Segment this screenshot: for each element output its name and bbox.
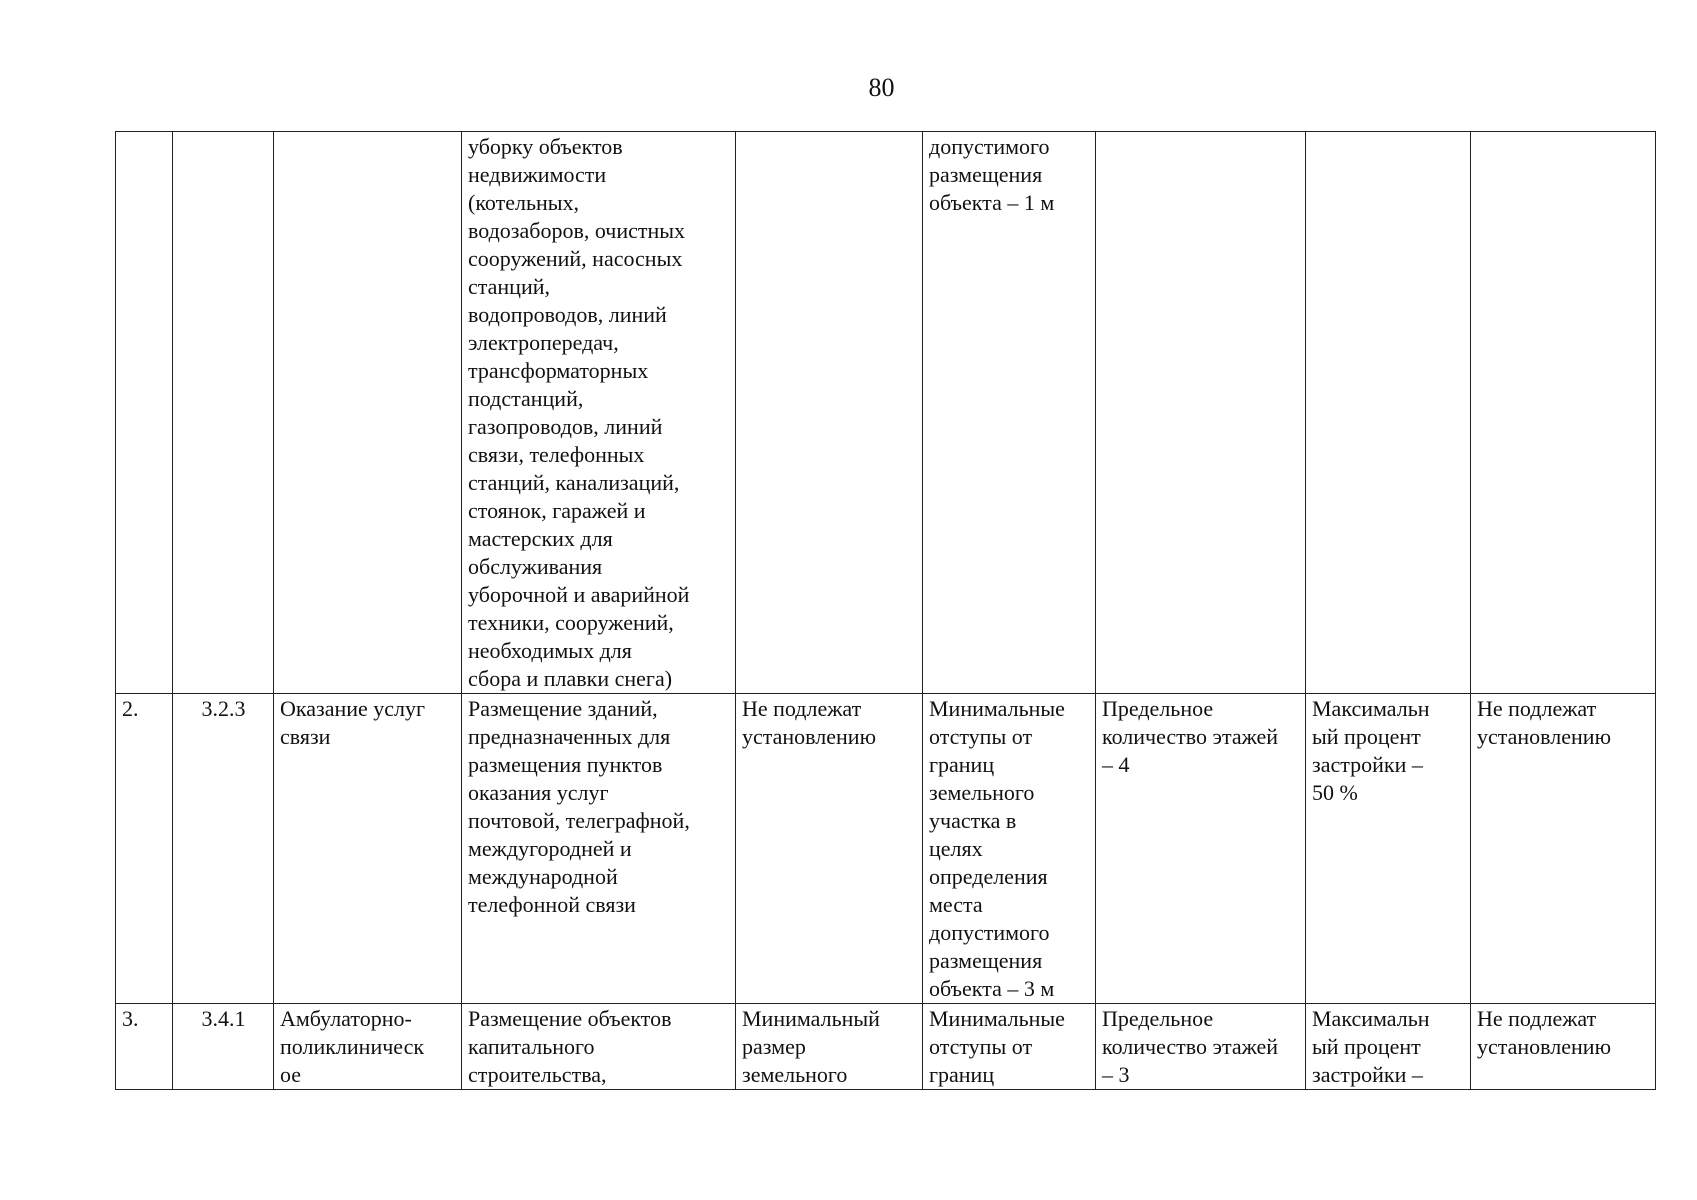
row-number-cell bbox=[116, 132, 173, 694]
plot-size-cell bbox=[736, 132, 923, 694]
use-description-cell: уборку объектов недвижимости (котельных, водозаборов, очистных сооружений, насосных станций, водопроводов, линий электропередач, трансформаторных подстанций, газопроводов, линий связи, телефонных станций, канализаций, стоянок, гаражей и мастерских для обслуживания уборочной и аварийной техники, сооружений, необходимых для сбора и плавки снега) bbox=[462, 132, 736, 694]
setbacks-cell: Минимальные отступы от границ bbox=[923, 1004, 1096, 1090]
other-params-cell: Не подлежат установлению bbox=[1471, 694, 1656, 1004]
use-name-cell bbox=[274, 132, 462, 694]
plot-size-cell: Минимальный размер земельного bbox=[736, 1004, 923, 1090]
plot-size-cell: Не подлежат установлению bbox=[736, 694, 923, 1004]
use-name-cell: Оказание услуг связи bbox=[274, 694, 462, 1004]
coverage-cell: Максимальн ый процент застройки – bbox=[1306, 1004, 1471, 1090]
table-row bbox=[116, 694, 1656, 1004]
other-params-cell bbox=[1471, 132, 1656, 694]
use-code-cell bbox=[173, 132, 274, 694]
setbacks-cell: Минимальные отступы от границ земельного участка в целях определения места допустимого размещения объекта – 3 м bbox=[923, 694, 1096, 1004]
floors-cell: Предельное количество этажей – 4 bbox=[1096, 694, 1306, 1004]
other-params-cell: Не подлежат установлению bbox=[1471, 1004, 1656, 1090]
zoning-table bbox=[115, 131, 1656, 1090]
page-number: 80 bbox=[868, 73, 895, 102]
row-number-cell: 3. bbox=[116, 1004, 173, 1090]
setbacks-cell: допустимого размещения объекта – 1 м bbox=[923, 132, 1096, 694]
use-description-cell: Размещение зданий, предназначенных для размещения пунктов оказания услуг почтовой, телеграфной, междугородней и международной телефонной связи bbox=[462, 694, 736, 1004]
coverage-cell: Максимальн ый процент застройки – 50 % bbox=[1306, 694, 1471, 1004]
use-code-cell: 3.4.1 bbox=[173, 1004, 274, 1090]
floors-cell bbox=[1096, 132, 1306, 694]
table-row bbox=[116, 1004, 1656, 1090]
row-number-cell: 2. bbox=[116, 694, 173, 1004]
use-name-cell: Амбулаторно- поликлиническ ое bbox=[274, 1004, 462, 1090]
coverage-cell bbox=[1306, 132, 1471, 694]
table-row bbox=[116, 132, 1656, 694]
floors-cell: Предельное количество этажей – 3 bbox=[1096, 1004, 1306, 1090]
use-code-cell: 3.2.3 bbox=[173, 694, 274, 1004]
use-description-cell: Размещение объектов капитального строительства, bbox=[462, 1004, 736, 1090]
